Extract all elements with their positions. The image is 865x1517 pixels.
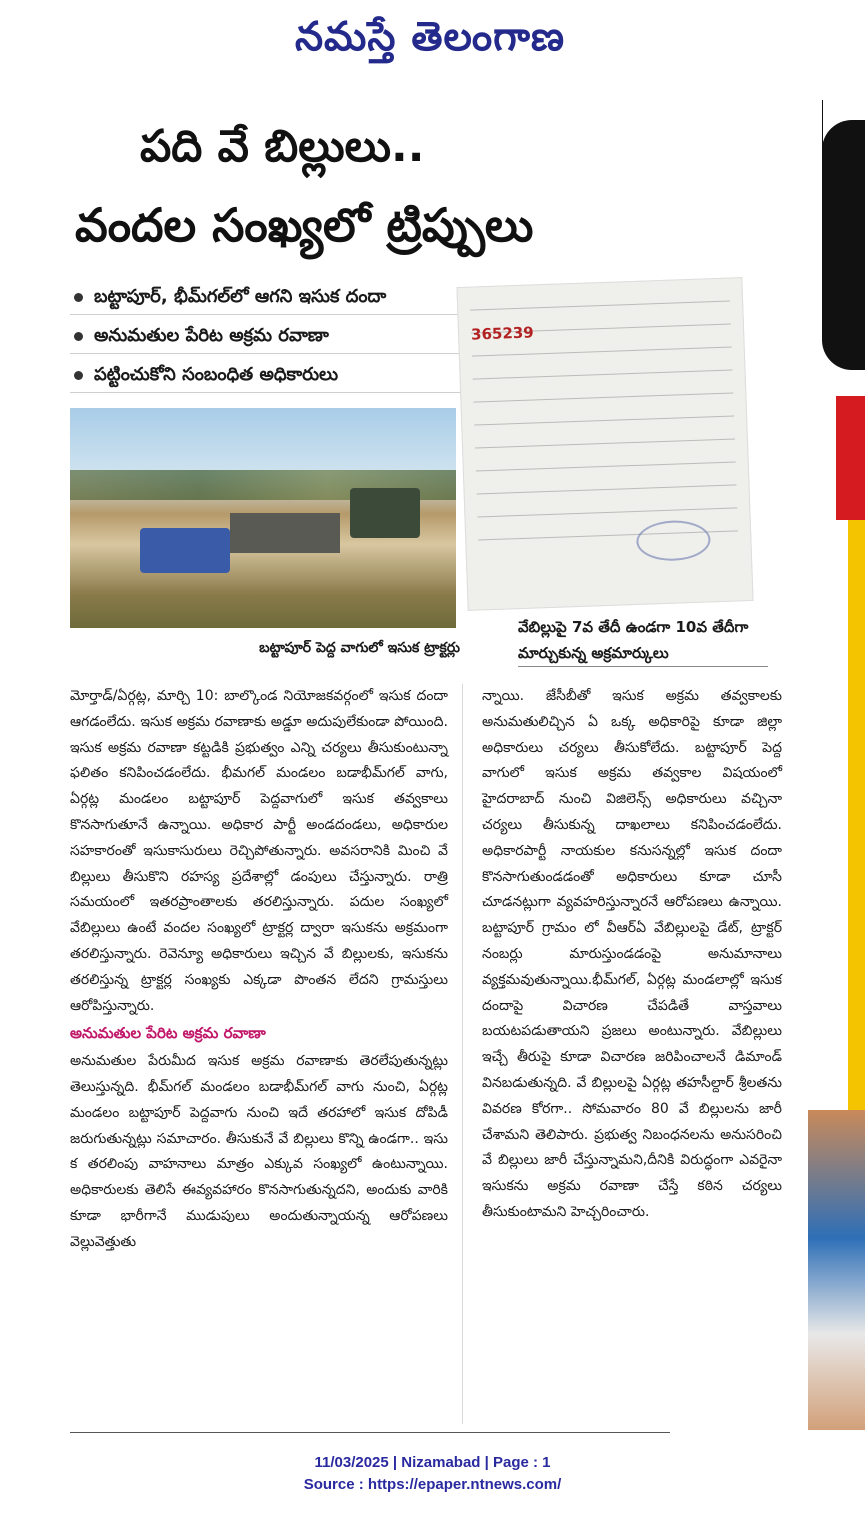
receipt-number: 365239 <box>470 323 535 344</box>
source-link[interactable]: Source : https://epaper.ntnews.com/ <box>303 1476 562 1493</box>
photo-tractor <box>140 528 230 573</box>
bullet-text: పట్టించుకోని సంబంధిత అధికారులు <box>94 364 339 385</box>
waybill-receipt-image <box>456 277 753 611</box>
article-paragraph: న్నాయి. జేసీబీతో ఇసుక అక్రమ తవ్వకాలకు అనుమతులిచ్చిన ఏ ఒక్క అధికారిపై కూడా జిల్లా అధికారులు చర్యలు తీసుకోలేదు. బట్టాపూర్ పెద్ద వాగులో ఇసుక అక్రమ తవ్వకాల విషయంలో హైదరాబాద్ నుంచి విజిలెన్స్ అధికారులు వచ్చినా చర్యలు తీసుకున్న దాఖలాలు కనిపించడంలేదు. అధికారపార్టీ నాయకుల కనుసన్నల్లో ఇసుక దందా కొనసాగుతుండడంతో అధికారులు కూడా చూసీ చూడనట్లుగా వ్యవహరిస్తున్నారనే ఆరోపణలు ఉన్నాయి. బట్టాపూర్ గ్రామం లో వీఆర్ఏ వేబిల్లులపై డేట్, ట్రాక్టర్ నంబర్లు మారుస్తుండడంపై అనుమానాలు వ్యక్తమవుతున్నాయి.భీమ్‌గల్, ఏర్గట్ల మండలాల్లో ఇసుక దందాపై విచారణ చేపడితే వాస్తవాలు బయటపడుతాయని ప్రజలు అంటున్నారు. వేబిల్లులు ఇచ్చే తీరుపై కూడా విచారణ జరిపించాలనే డిమాండ్ వినబడుతున్నది. వే బిల్లులపై ఏర్గట్ల తహసీల్దార్ శ్రీలతను వివరణ కోరగా.. సోమవారం 80 వే బిల్లులను జారీ చేశామని తెలిపారు. ప్రభుత్వ నిబంధనలను అనుసరించి వే బిల్లులు జారీ చేస్తున్నామని,దీనికి విరుద్ధంగా ఎవరైనా ఇసుకను అక్రమ రవాణా చేస్తే కఠిన చర్యలు తీసుకుంటామని హెచ్చరించారు. <box>482 688 782 1220</box>
bullet-text: అనుమతుల పేరిట అక్రమ రవాణా <box>94 325 329 346</box>
adjacent-red-banner <box>836 396 865 520</box>
bullet-item <box>70 358 500 393</box>
page-separator <box>822 100 823 290</box>
adjacent-yellow-panel <box>848 520 865 1140</box>
bullet-dot-icon <box>74 371 83 380</box>
edition-info: 11/03/2025 | Nizamabad | Page : 1 <box>314 1454 551 1471</box>
bullet-dot-icon <box>74 332 83 341</box>
highlight-bullets <box>70 280 500 397</box>
article-subheading: అనుమతుల పేరిట అక్రమ రవాణా <box>70 1024 266 1043</box>
photo-trailer <box>230 513 340 553</box>
adjacent-article-strip <box>808 100 865 1430</box>
adjacent-photo <box>808 1110 865 1430</box>
headline-line-2: వందల సంఖ్యలో ట్రిప్పులు <box>75 198 534 252</box>
page-footer <box>0 1452 865 1496</box>
footer-rule <box>70 1432 670 1433</box>
article-column-right <box>482 684 782 1226</box>
headline-line-1: పది వే బిల్లులు.. <box>140 121 425 172</box>
photo-tractor <box>350 488 420 538</box>
bullet-text: బట్టాపూర్, భీమ్‌గల్‌లో ఆగని ఇసుక దందా <box>94 286 387 307</box>
newspaper-masthead: నమస్తే తెలంగాణ <box>294 14 566 60</box>
bullet-item <box>70 319 500 354</box>
column-divider <box>462 684 463 1424</box>
adjacent-headline-fragment <box>822 120 865 370</box>
photo-caption: బట్టాపూర్ పెద్ద వాగులో ఇసుక ట్రాక్టర్లు <box>259 640 460 656</box>
tahsildar-stamp <box>636 519 711 562</box>
sand-tractors-photo <box>70 408 456 628</box>
article-column-left <box>70 684 448 1256</box>
receipt-caption: వేబిల్లుపై 7వ తేదీ ఉండగా 10వ తేదీగా మార్చుకున్న అక్రమార్కులు <box>518 614 768 667</box>
article-paragraph: మోర్తాడ్/ఏర్గట్ల, మార్చి 10: బాల్కొండ నియోజకవర్గంలో ఇసుక దందా ఆగడంలేదు. ఇసుక అక్రమ రవాణాకు అడ్డూ అదుపులేకుండా పోయింది. ఇసుక అక్రమ రవాణా కట్టడికి ప్రభుత్వం ఎన్ని చర్యలు తీసుకుంటున్నా ఫలితం కనిపించడంలేదు. భీమగల్ మండలం బడాభీమ్‌గల్ వాగు, ఏర్గట్ల మండలం బట్టాపూర్ పెద్దవాగులో ఇసుక తవ్వకాలు కొనసాగుతూనే ఉన్నాయి. అధికార పార్టీ అండదండలు, అధికారుల సహకారంతో ఇసుకాసురులు రెచ్చిపోతున్నారు. అవసరానికి మించి వే బిల్లులు తీసుకొని రహస్య ప్రదేశాల్లో డంపులు చేస్తున్నారు. రాత్రి సమయంలో ఇతరప్రాంతాలకు తరలిస్తున్నారు. పదుల సంఖ్యలో వేబిల్లులు ఉంటే వందల సంఖ్యలో ట్రాక్టర్ల ద్వారా ఇసుకను అక్రమంగా తరలిస్తున్నారు. రెవెన్యూ అధికారులు ఇచ్చిన వే బిల్లులకు, ఇసుకను తరలిస్తున్న ట్రాక్టర్ల సంఖ్యకు ఎక్కడా పొంతన లేదని గ్రామస్తులు ఆరోపిస్తున్నారు. <box>70 688 448 1014</box>
bullet-item <box>70 280 500 315</box>
bullet-dot-icon <box>74 293 83 302</box>
article-paragraph: అనుమతుల పేరుమీద ఇసుక అక్రమ రవాణాకు తెరలేపుతున్నట్లు తెలుస్తున్నది. భీమ్‌గల్ మండలం బడాభీమ్‌గల్ వాగు నుంచి, ఏర్గట్ల మండలం బట్టాపూర్ పెద్దవాగు నుంచి ఇదే తరహాలో ఇసుక దోపిడీ జరుగుతున్నట్లు సమాచారం. తీసుకునే వే బిల్లులు కొన్ని ఉండగా.. ఇసు క తరలింపు వాహనాలు మాత్రం ఎక్కువ సంఖ్యలో ఉంటున్నాయి. అధికారులకు తెలిసే ఈవ్యవహారం కొనసాగుతున్నదని, అందుకు వారికి కూడా భారీగానే ముడుపులు అందుతున్నాయన్న ఆరోపణలు వెల్లువెత్తుతు <box>70 1053 448 1250</box>
